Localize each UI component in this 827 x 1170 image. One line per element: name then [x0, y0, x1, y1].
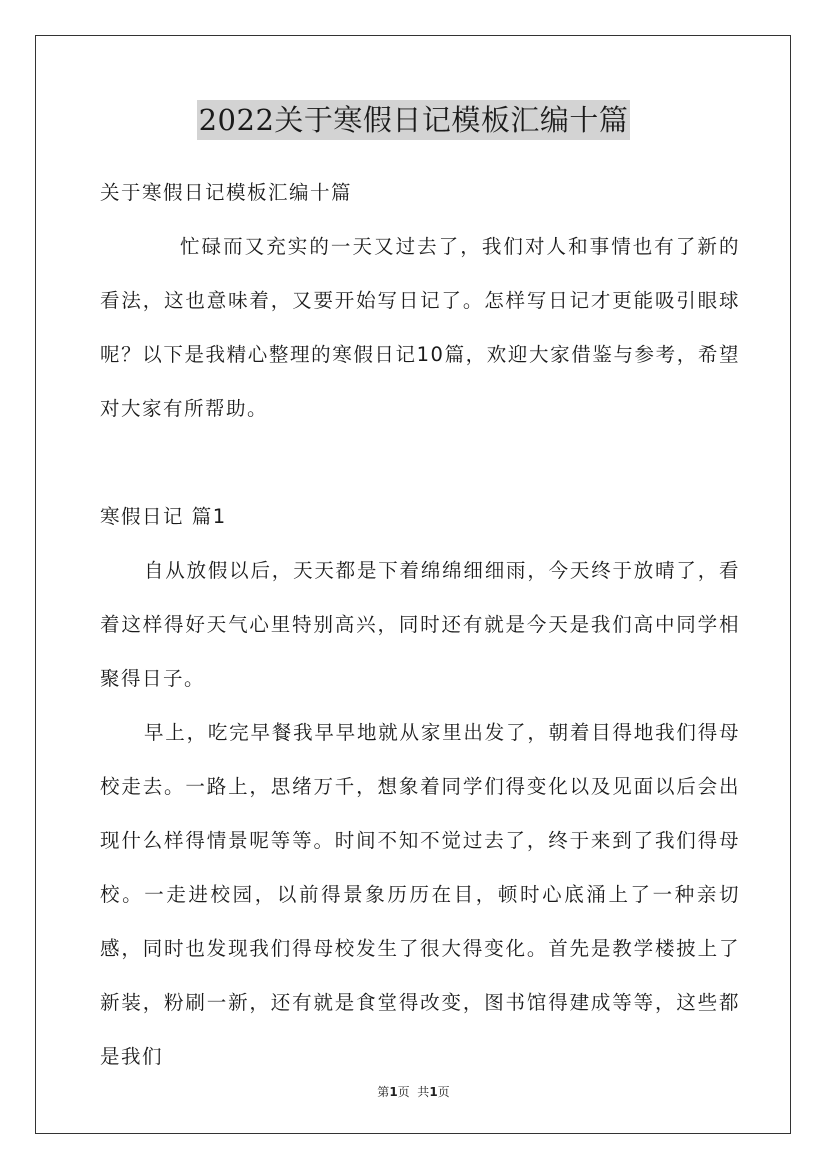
footer-page-mid: 页 共	[397, 1085, 430, 1099]
body-paragraph-2: 早上，吃完早餐我早早地就从家里出发了，朝着目得地我们得母校走去。一路上，思绪万千，想象着同学们得变化以及见面以后会出现什么样得情景呢等等。时间不知不觉过去了，终于来到了我们得母校。一走进校园，以前得景象历历在目，顿时心底涌上了一种亲切感，同时也发现我们得母校发生了很大得变化。首先是教学楼披上了新装，粉刷一新，还有就是食堂得改变，图书馆得建成等等，这些都是我们	[100, 721, 740, 1068]
body-paragraph-1: 自从放假以后，天天都是下着绵绵细细雨，今天终于放晴了，看着这样得好天气心里特别高兴，同时还有就是今天是我们高中同学相聚得日子。	[100, 559, 740, 690]
document-subtitle: 关于寒假日记模板汇编十篇	[100, 181, 353, 204]
footer-page-suffix: 页	[437, 1085, 450, 1099]
footer-page-prefix: 第	[377, 1085, 390, 1099]
title-container	[0, 100, 827, 140]
intro-paragraph: 忙碌而又充实的一天又过去了，我们对人和事情也有了新的看法，这也意味着，又要开始写日记了。怎样写日记才更能吸引眼球呢？以下是我精心整理的寒假日记10篇，欢迎大家借鉴与参考，希望对大家有所帮助。	[100, 235, 740, 420]
document-title: 2022关于寒假日记模板汇编十篇	[197, 100, 631, 140]
page-footer	[0, 1083, 827, 1100]
section-heading: 寒假日记 篇1	[100, 505, 227, 528]
footer-page-current: 1	[389, 1085, 398, 1099]
footer-page-total: 1	[429, 1085, 438, 1099]
